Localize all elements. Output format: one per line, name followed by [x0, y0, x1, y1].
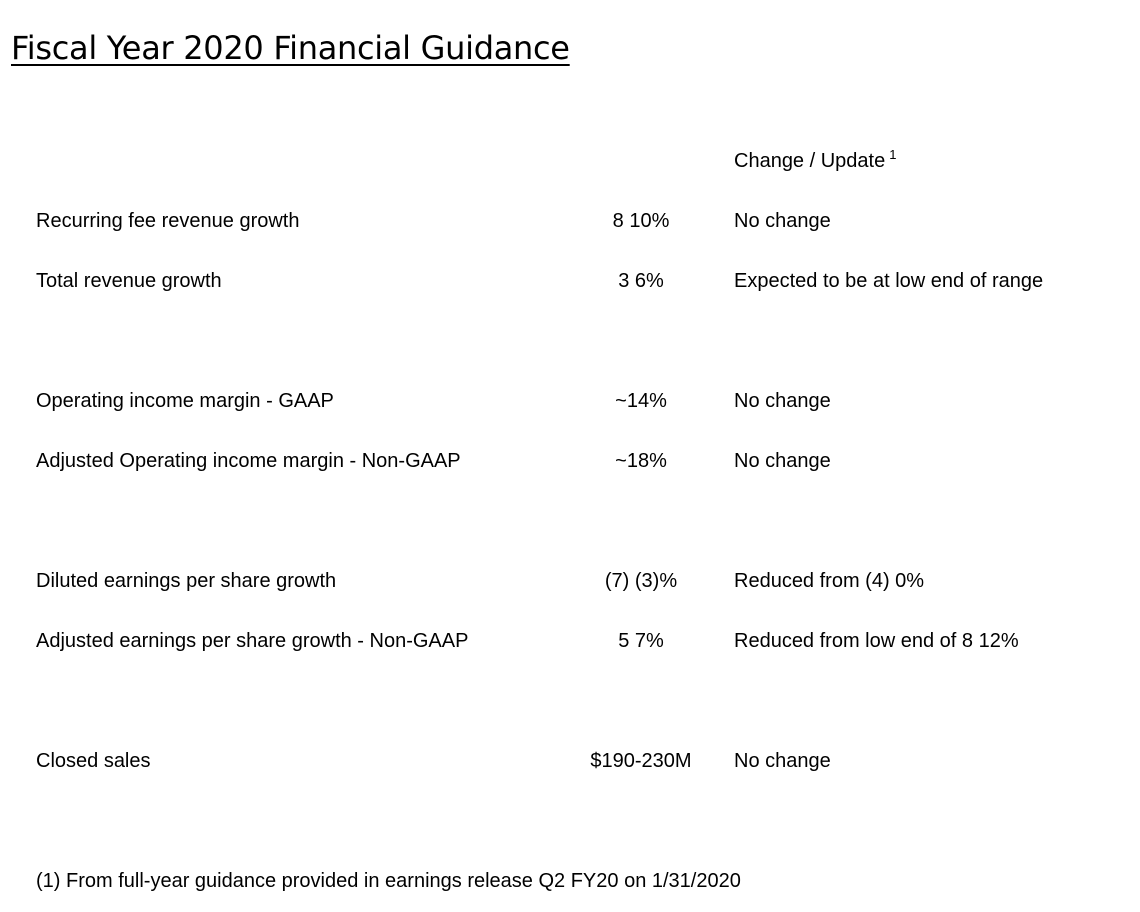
footnote: (1) From full-year guidance provided in earnings release Q2 FY20 on 1/31/2020	[36, 870, 741, 892]
row-label-adjusted-eps-growth: Adjusted earnings per share growth - Non-GAAP	[36, 630, 469, 652]
footnote-marker: 1	[889, 147, 897, 163]
row-label-adjusted-operating-income-margin: Adjusted Operating income margin - Non-GAAP	[36, 450, 461, 472]
change-update-header-label: Change / Update	[734, 150, 886, 172]
change-update-header	[734, 149, 896, 173]
row-change-total-revenue-growth: Expected to be at low end of range	[734, 270, 1044, 292]
row-change-adjusted-eps-growth: Reduced from low end of 8 12%	[734, 630, 1019, 652]
row-value-recurring-fee-revenue-growth: 8 10%	[612, 210, 670, 232]
row-value-adjusted-operating-income-margin: ~18%	[615, 450, 667, 472]
row-change-diluted-eps-growth: Reduced from (4) 0%	[734, 570, 925, 592]
row-change-closed-sales: No change	[734, 750, 831, 772]
row-value-diluted-eps-growth: (7) (3)%	[604, 570, 678, 592]
row-change-operating-income-margin-gaap: No change	[734, 390, 831, 412]
row-label-closed-sales: Closed sales	[36, 750, 151, 772]
row-change-recurring-fee-revenue-growth: No change	[734, 210, 831, 232]
row-label-operating-income-margin-gaap: Operating income margin - GAAP	[36, 390, 334, 412]
row-label-recurring-fee-revenue-growth: Recurring fee revenue growth	[36, 210, 300, 232]
row-label-diluted-eps-growth: Diluted earnings per share growth	[36, 570, 337, 592]
row-value-closed-sales: $190-230M	[590, 750, 692, 772]
row-value-operating-income-margin-gaap: ~14%	[615, 390, 667, 412]
row-value-total-revenue-growth: 3 6%	[618, 270, 664, 292]
row-label-total-revenue-growth: Total revenue growth	[36, 270, 222, 292]
page-title: Fiscal Year 2020 Financial Guidance	[11, 29, 570, 67]
row-value-adjusted-eps-growth: 5 7%	[618, 630, 664, 652]
row-change-adjusted-operating-income-margin: No change	[734, 450, 831, 472]
